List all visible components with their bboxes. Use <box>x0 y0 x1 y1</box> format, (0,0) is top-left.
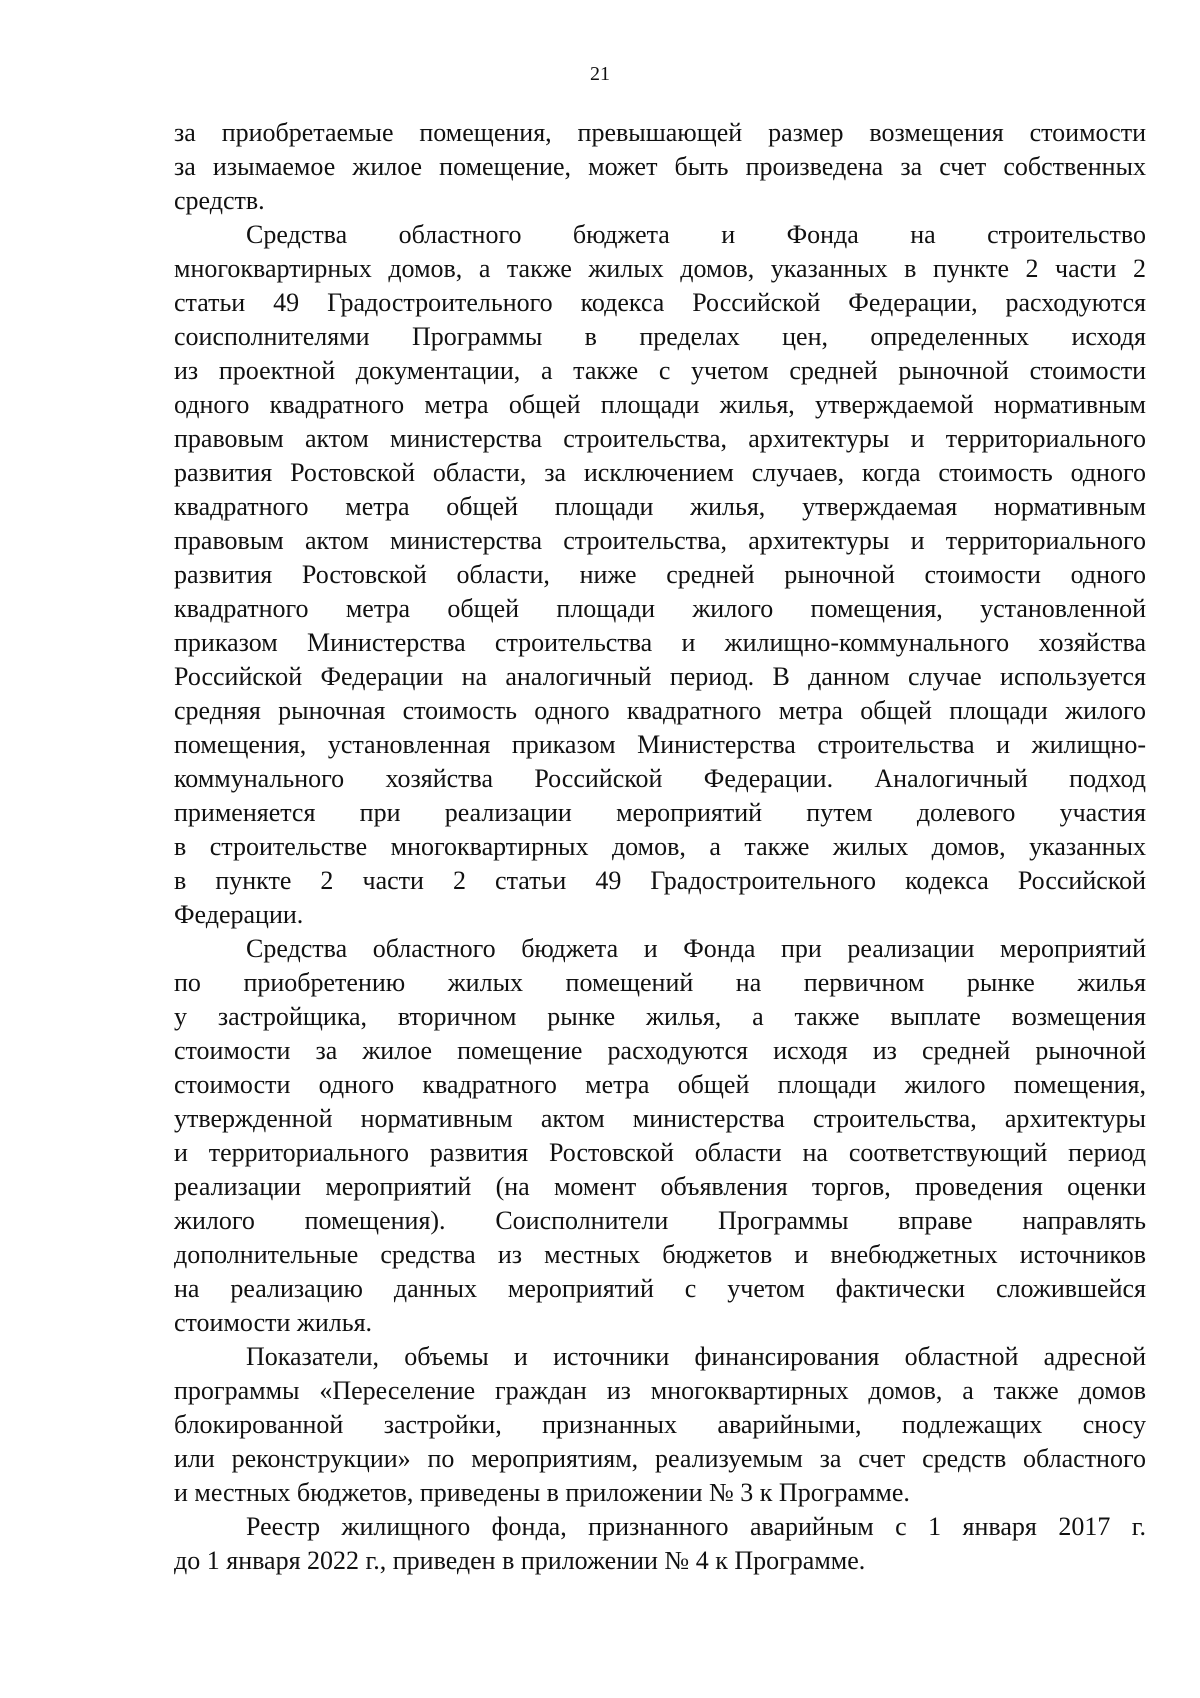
text-line: соисполнителями Программы в пределах цен, определенных исходя <box>174 322 1146 351</box>
text-line: Российской Федерации на аналогичный период. В данном случае используется <box>174 662 1146 691</box>
text-line: за изымаемое жилое помещение, может быть произведена за счет собственных <box>174 152 1146 181</box>
text-line: Реестр жилищного фонда, признанного аварийным с 1 января 2017 г. <box>246 1512 1146 1541</box>
text-line: дополнительные средства из местных бюджетов и внебюджетных источников <box>174 1240 1146 1269</box>
text-line: одного квадратного метра общей площади жилья, утверждаемой нормативным <box>174 390 1146 419</box>
text-line: и территориального развития Ростовской области на соответствующий период <box>174 1138 1146 1167</box>
text-line: коммунального хозяйства Российской Федерации. Аналогичный подход <box>174 764 1146 793</box>
text-line: у застройщика, вторичном рынке жилья, а также выплате возмещения <box>174 1002 1146 1031</box>
paragraph <box>174 218 1146 932</box>
text-line: развития Ростовской области, за исключением случаев, когда стоимость одного <box>174 458 1146 487</box>
text-line: развития Ростовской области, ниже средней рыночной стоимости одного <box>174 560 1146 589</box>
text-line: помещения, установленная приказом Министерства строительства и жилищно- <box>174 730 1146 759</box>
text-line: Федерации. <box>174 900 304 929</box>
page-number: 21 <box>590 63 610 85</box>
text-line: средняя рыночная стоимость одного квадратного метра общей площади жилого <box>174 696 1146 725</box>
paragraph <box>174 116 1146 218</box>
text-line: правовым актом министерства строительства, архитектуры и территориального <box>174 424 1146 453</box>
text-line: квадратного метра общей площади жилья, утверждаемая нормативным <box>174 492 1146 521</box>
text-line: приказом Министерства строительства и жилищно-коммунального хозяйства <box>174 628 1146 657</box>
text-line: или реконструкции» по мероприятиям, реализуемым за счет средств областного <box>174 1444 1146 1473</box>
text-line: из проектной документации, а также с учетом средней рыночной стоимости <box>174 356 1146 385</box>
paragraph <box>174 1340 1146 1510</box>
text-line: многоквартирных домов, а также жилых домов, указанных в пункте 2 части 2 <box>174 254 1146 283</box>
text-line: за приобретаемые помещения, превышающей размер возмещения стоимости <box>174 118 1146 147</box>
text-line: жилого помещения). Соисполнители Программы вправе направлять <box>174 1206 1146 1235</box>
text-line: стоимости одного квадратного метра общей площади жилого помещения, <box>174 1070 1146 1099</box>
paragraph <box>174 932 1146 1340</box>
text-line: Средства областного бюджета и Фонда при реализации мероприятий <box>246 934 1146 963</box>
text-line: в пункте 2 части 2 статьи 49 Градостроительного кодекса Российской <box>174 866 1146 895</box>
text-line: статьи 49 Градостроительного кодекса Российской Федерации, расходуются <box>174 288 1146 317</box>
text-line: в строительстве многоквартирных домов, а также жилых домов, указанных <box>174 832 1146 861</box>
text-line: квадратного метра общей площади жилого помещения, установленной <box>174 594 1146 623</box>
text-line: до 1 января 2022 г., приведен в приложении № 4 к Программе. <box>174 1546 866 1575</box>
text-line: применяется при реализации мероприятий путем долевого участия <box>174 798 1146 827</box>
text-line: стоимости жилья. <box>174 1308 373 1337</box>
document-body <box>174 116 1146 1578</box>
text-line: программы «Переселение граждан из многоквартирных домов, а также домов <box>174 1376 1146 1405</box>
paragraph <box>174 1510 1146 1578</box>
text-line: средств. <box>174 186 265 215</box>
text-line: стоимости за жилое помещение расходуются исходя из средней рыночной <box>174 1036 1146 1065</box>
text-line: блокированной застройки, признанных аварийными, подлежащих сносу <box>174 1410 1146 1439</box>
text-line: на реализацию данных мероприятий с учетом фактически сложившейся <box>174 1274 1146 1303</box>
text-line: по приобретению жилых помещений на первичном рынке жилья <box>174 968 1146 997</box>
text-line: утвержденной нормативным актом министерства строительства, архитектуры <box>174 1104 1146 1133</box>
text-line: правовым актом министерства строительства, архитектуры и территориального <box>174 526 1146 555</box>
text-line: и местных бюджетов, приведены в приложении № 3 к Программе. <box>174 1478 910 1507</box>
text-line: Средства областного бюджета и Фонда на строительство <box>246 220 1146 249</box>
text-line: реализации мероприятий (на момент объявления торгов, проведения оценки <box>174 1172 1146 1201</box>
text-line: Показатели, объемы и источники финансирования областной адресной <box>246 1342 1146 1371</box>
